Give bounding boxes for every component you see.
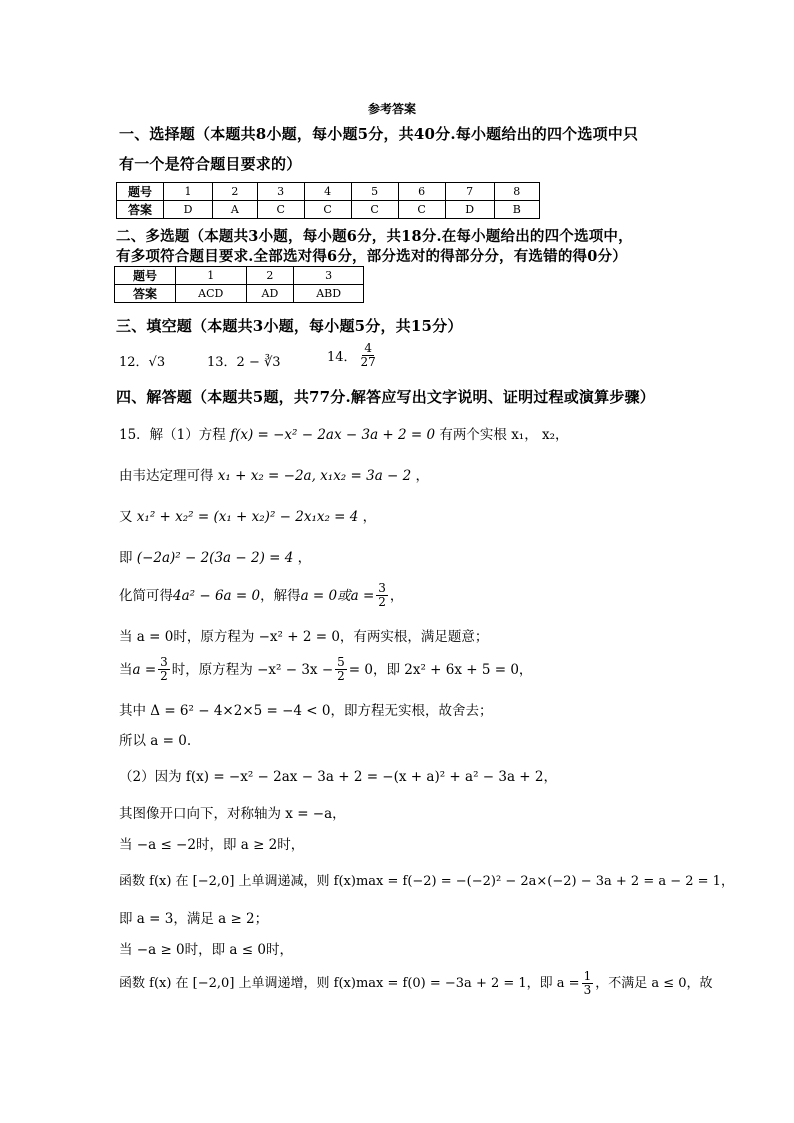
table-row [115, 267, 364, 285]
row-label: 答案 [117, 201, 164, 219]
section1-heading-line1: 一、选择题（本题共8小题，每小题5分，共40分.每小题给出的四个选项中只 [119, 125, 639, 143]
table-cell: C [398, 201, 445, 219]
table-cell: B [494, 201, 539, 219]
l2-pre: 由韦达定理可得 [119, 468, 214, 484]
section4-heading: 四、解答题（本题共5题，共77分.解答应写出文字说明、证明过程或演算步骤） [116, 388, 655, 406]
q14-fraction [359, 342, 378, 369]
solution-line-15: 当 −a ≥ 0时，即 a ≤ 0时， [119, 942, 293, 958]
l4-post: ， [297, 550, 312, 566]
l7-post: = 0，即 2x² + 6x + 5 = 0， [348, 661, 533, 678]
fill-answer-12 [119, 351, 165, 370]
fill-answer-13 [207, 351, 281, 370]
section1-heading-line2: 有一个是符合题目要求的） [119, 155, 302, 173]
table-cell: 2 [213, 183, 258, 201]
table-cell: A [213, 201, 258, 219]
q14-numerator: 4 [364, 341, 372, 355]
table-cell: 5 [351, 183, 398, 201]
solution-line-16 [119, 970, 713, 997]
l16-pre: 函数 f(x) 在 [−2,0] 上单调递增，则 f(x)max = f(0) = −3a + 2 = 1，即 a = [119, 975, 580, 991]
l7-a: a = [132, 661, 157, 678]
multi-answer-table [114, 266, 364, 303]
l7-numerator: 3 [160, 655, 168, 669]
l5-pre: 化简可得 [119, 587, 173, 604]
l3-pre: 又 [119, 509, 133, 525]
l5-mid: ，解得 [260, 587, 301, 604]
l7-fraction [158, 656, 170, 683]
solution-line-3 [119, 507, 376, 527]
l3-math: x₁² + x₂² = (x₁ + x₂)² − 2x₁x₂ = 4 [136, 509, 359, 525]
solution-line-6: 当 a = 0时，原方程为 −x² + 2 = 0，有两实根，满足题意； [119, 629, 489, 645]
l5-math: 4a² − 6a = 0 [173, 587, 261, 604]
section2-heading-line2: 有多项符合题目要求.全部选对得6分，部分选对的得部分分，有选错的得0分） [116, 248, 627, 265]
table-cell: 2 [246, 267, 294, 285]
table-cell: 1 [176, 267, 247, 285]
table-cell: AD [246, 285, 294, 303]
solution-line-1 [119, 425, 569, 445]
table-row [117, 183, 540, 201]
q13-answer: 2 − ∛3 [236, 355, 281, 370]
l7-denominator: 2 [160, 669, 168, 683]
l7-fraction2 [335, 656, 347, 683]
table-cell: ABD [294, 285, 364, 303]
l16-denominator: 3 [583, 983, 592, 997]
q12-answer: √3 [148, 355, 166, 370]
solution-line-7 [119, 656, 532, 683]
row-label: 题号 [117, 183, 164, 201]
table-cell: 3 [257, 183, 304, 201]
table-cell: 8 [494, 183, 539, 201]
row-label: 答案 [115, 285, 176, 303]
table-cell: 1 [164, 183, 213, 201]
table-row [115, 285, 364, 303]
l2-post: ， [415, 468, 430, 484]
table-cell: 4 [304, 183, 351, 201]
table-cell: C [304, 201, 351, 219]
l7-pre: 当 [119, 661, 133, 678]
solution-line-8: 其中 Δ = 6² − 4×2×5 = −4 < 0，即方程无实根，故舍去； [119, 703, 493, 719]
l1-math: f(x) = −x² − 2ax − 3a + 2 = 0 [230, 427, 436, 443]
table-cell: D [445, 201, 494, 219]
q14-label: 14． [327, 350, 357, 365]
solution-line-9: 所以 a = 0. [119, 733, 192, 749]
page-title: 参考答案 [368, 102, 417, 116]
l16-post: ，不满足 a ≤ 0，故 [595, 975, 713, 991]
l7-denominator2: 2 [337, 669, 345, 683]
choice-answer-table [116, 182, 540, 219]
table-cell: ACD [176, 285, 247, 303]
l5-denominator: 2 [378, 595, 386, 609]
solution-line-5 [119, 582, 403, 609]
table-cell: C [351, 201, 398, 219]
table-cell: C [257, 201, 304, 219]
l5-post: ， [389, 587, 404, 604]
q14-denominator: 27 [360, 355, 376, 369]
l7-numerator2: 5 [337, 655, 345, 669]
l16-fraction [582, 970, 594, 997]
solution-line-4 [119, 548, 311, 568]
table-cell: D [164, 201, 213, 219]
solution-line-12: 当 −a ≤ −2时，即 a ≥ 2时， [119, 837, 305, 853]
l5-numerator: 3 [378, 581, 386, 595]
l2-math: x₁ + x₂ = −2a, x₁x₂ = 3a − 2 [217, 468, 412, 484]
l4-pre: 即 [119, 550, 133, 566]
fill-answer-14 [327, 342, 380, 369]
q12-label: 12． [119, 355, 149, 370]
table-row [117, 201, 540, 219]
l1-pre: 15．解（1）方程 [119, 427, 226, 443]
q13-label: 13． [207, 355, 237, 370]
table-cell: 6 [398, 183, 445, 201]
solution-line-11: 其图像开口向下，对称轴为 x = −a， [119, 806, 346, 822]
row-label: 题号 [115, 267, 176, 285]
solution-line-14: 即 a = 3，满足 a ≥ 2； [119, 911, 269, 927]
l4-math: (−2a)² − 2(3a − 2) = 4 [136, 550, 294, 566]
solution-line-2 [119, 466, 429, 486]
section2-heading-line1: 二、多选题（本题共3小题，每小题6分，共18分.在每小题给出的四个选项中， [116, 228, 633, 245]
table-cell: 7 [445, 183, 494, 201]
table-cell: 3 [294, 267, 364, 285]
l1-post: 有两个实根 x₁， x₂， [439, 427, 569, 443]
l3-post: ， [362, 509, 377, 525]
section3-heading: 三、填空题（本题共3小题，每小题5分，共15分） [116, 317, 463, 335]
l7-mid: 时，原方程为 −x² − 3x − [171, 661, 334, 678]
l5-fraction [376, 582, 388, 609]
solution-line-13: 函数 f(x) 在 [−2,0] 上单调递减，则 f(x)max = f(−2) = −(−2)² − 2a×(−2) − 3a + 2 = a − 2 = 1， [119, 874, 734, 889]
l16-numerator: 1 [583, 969, 592, 983]
solution-line-10: （2）因为 f(x) = −x² − 2ax − 3a + 2 = −(x + a)² + a² − 3a + 2， [119, 769, 557, 785]
l5-math2: a = 0或a = [300, 587, 375, 604]
